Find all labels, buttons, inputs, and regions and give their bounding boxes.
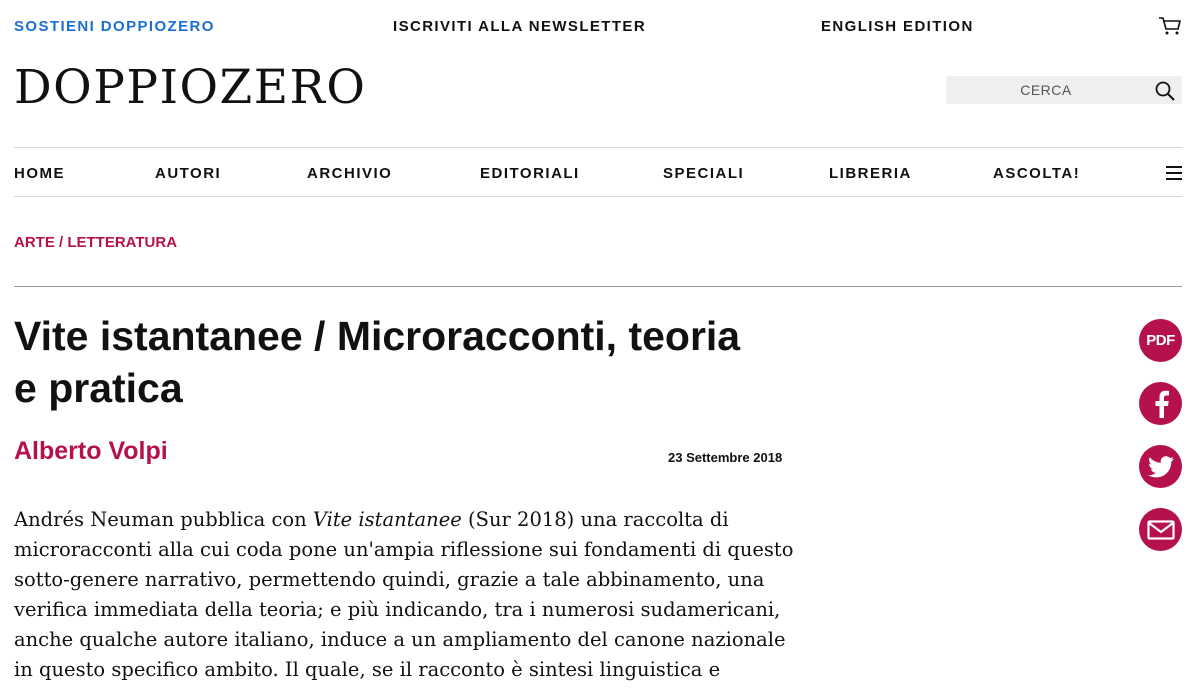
twitter-icon[interactable] (1139, 445, 1182, 488)
top-bar (14, 18, 1182, 38)
author-link[interactable]: Alberto Volpi (14, 437, 168, 465)
facebook-glyph (1152, 390, 1170, 418)
book-title: Vite istantanee (312, 508, 462, 531)
body-intro: Andrés Neuman pubblica con (14, 508, 313, 531)
pdf-label: PDF (1146, 332, 1175, 349)
mail-icon[interactable] (1139, 508, 1182, 551)
hamburger-icon[interactable] (1166, 166, 1182, 180)
nav-ascolta[interactable]: ASCOLTA! (993, 165, 1081, 182)
mail-glyph (1147, 520, 1175, 540)
divider (14, 286, 1182, 287)
twitter-glyph (1148, 456, 1174, 478)
newsletter-link[interactable]: ISCRIVITI ALLA NEWSLETTER (393, 18, 647, 35)
search-bar (946, 76, 1182, 104)
cart-icon[interactable] (1158, 16, 1182, 36)
facebook-icon[interactable] (1139, 382, 1182, 425)
publish-date: 23 Settembre 2018 (668, 450, 783, 465)
english-edition-link[interactable]: ENGLISH EDITION (821, 18, 974, 35)
category-link[interactable]: ARTE / LETTERATURA (14, 234, 178, 251)
nav-speciali[interactable]: SPECIALI (663, 165, 745, 182)
pdf-icon[interactable] (1139, 319, 1182, 362)
main-nav (14, 147, 1182, 197)
article-body (14, 505, 799, 685)
nav-archivio[interactable]: ARCHIVIO (307, 165, 393, 182)
body-rest: (Sur 2018) una raccolta di microracconti alla cui coda pone un'ampia riflessione sui fondamenti di questo sotto-genere narrativo, permettendo quindi, grazie a tale abbinamento, una verifica immediata della teoria; e più indicando, tra i numerosi sudamericani, anche qualche autore italiano, induce a un ampliamento del canone nazionale in questo specifico ambito. Il quale, se il racconto è sintesi linguistica e (14, 508, 794, 681)
search-icon[interactable] (1154, 80, 1176, 102)
nav-home[interactable]: HOME (14, 165, 65, 182)
support-link[interactable]: SOSTIENI DOPPIOZERO (14, 18, 215, 35)
search-input[interactable] (946, 76, 1146, 104)
nav-libreria[interactable]: LIBRERIA (829, 165, 912, 182)
nav-autori[interactable]: AUTORI (155, 165, 222, 182)
article-title: Vite istantanee / Microracconti, teoria e pratica (14, 313, 741, 411)
nav-editoriali[interactable]: EDITORIALI (480, 165, 580, 182)
site-logo[interactable]: DOPPIOZERO (14, 60, 367, 115)
